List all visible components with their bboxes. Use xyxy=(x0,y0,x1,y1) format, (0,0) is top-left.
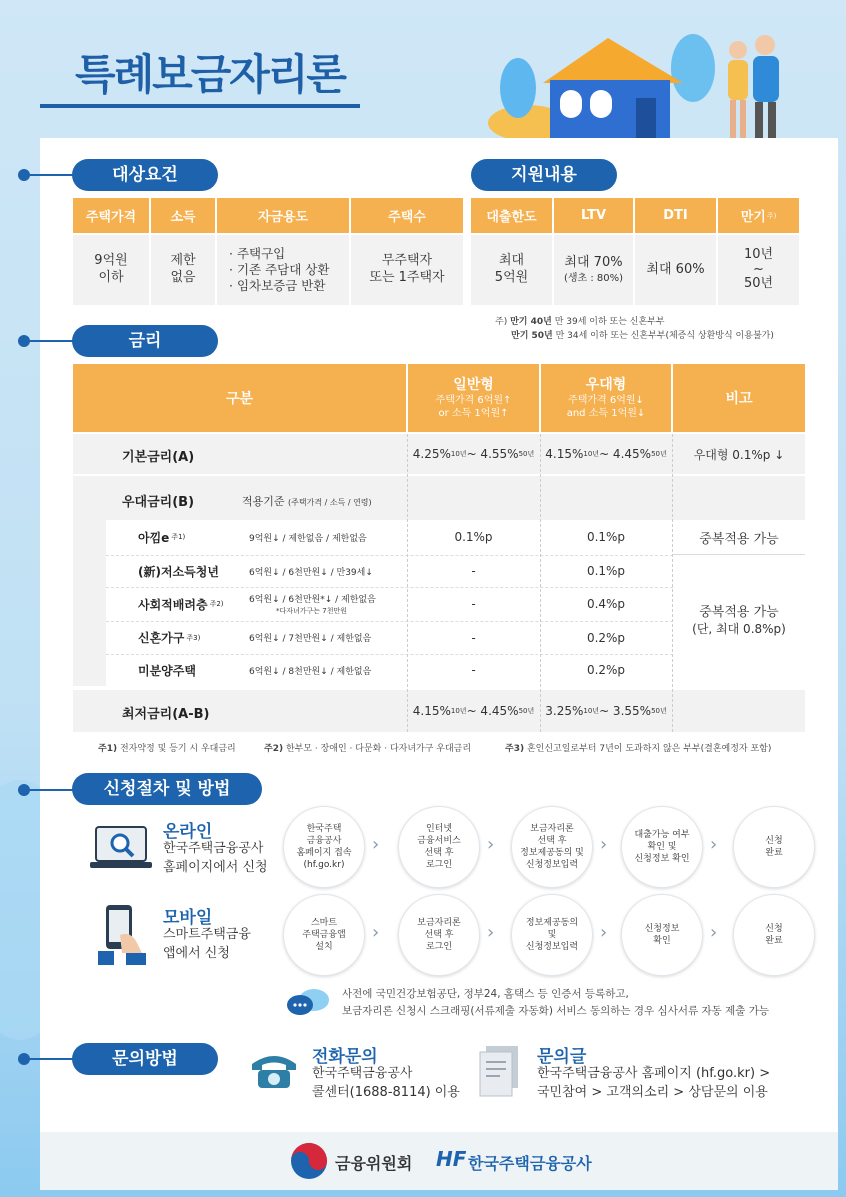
eligibility-income: 제한 없음 xyxy=(151,235,215,305)
support-maturity: 10년 ~ 50년 xyxy=(718,235,799,305)
discount-row-criteria: 9억원↓ / 제한없음 / 제한없음 xyxy=(249,533,367,544)
discount-row-criteria: 6억원↓ / 6천만원↓ / 만39세↓ xyxy=(249,567,373,578)
title-underline xyxy=(40,104,360,108)
support-header-limit: 대출한도 xyxy=(471,198,552,233)
process-step: 스마트 주택금융앱 설치 xyxy=(283,894,365,976)
discount-row-name: 아낌e 주1) xyxy=(138,530,186,545)
section-connector xyxy=(24,1058,76,1060)
col-divider xyxy=(540,434,541,732)
base-rate-label: 기본금리(A) xyxy=(122,450,195,465)
discount-row-name: (新)저소득청년 xyxy=(138,564,219,579)
support-header-ltv: LTV xyxy=(554,198,633,233)
apply-note: 사전에 국민건강보험공단, 정부24, 홈택스 등 인증서 등록하고, 보금자리론 신청시 스크래핑(서류제출 자동화) 서비스 동의하는 경우 심사서류 자동 제출 가능 xyxy=(342,988,770,1017)
section-connector xyxy=(24,789,76,791)
house-couple-illustration xyxy=(488,28,818,143)
min-rate-label: 최저금리(A-B) xyxy=(122,707,210,722)
min-rate-preferential: 3.25% 10년 ~ 3.55% 50년 xyxy=(545,704,667,718)
remark-duplicate-1: 중복적용 가능 xyxy=(699,531,779,547)
discount-row-preferential: 0.4%p xyxy=(586,597,626,611)
footnote-3: 주3) 혼인신고일로부터 7년이 도과하지 않은 부부(결혼예정자 포함) xyxy=(505,744,772,754)
chevron-right-icon: › xyxy=(600,922,608,943)
chevron-right-icon: › xyxy=(487,922,495,943)
section-connector xyxy=(24,174,76,176)
footnote-2: 주2) 한부모 · 장애인 · 다문화 · 다자녀가구 우대금리 xyxy=(264,744,472,754)
process-step: 보금자리론 선택 후 정보제공동의 및 신청정보입력 xyxy=(511,806,593,888)
eligibility-header-income: 소득 xyxy=(151,198,215,233)
discount-row-criteria: 6억원↓ / 7천만원↓ / 제한없음 xyxy=(249,634,372,644)
fsc-emblem-icon xyxy=(290,1142,328,1180)
remark-duplicate-2: 중복적용 가능 (단, 최대 0.8%p) xyxy=(692,604,786,637)
discount-row-general: 0.1%p xyxy=(454,530,493,544)
rates-header-remark: 비고 xyxy=(673,364,805,432)
discount-row-general: - xyxy=(471,630,476,645)
rates-header-general: 일반형 주택가격 6억원↑ or 소득 1억원↑ xyxy=(408,364,539,432)
base-rate-general: 4.25% 10년 ~ 4.55% 50년 xyxy=(412,447,535,461)
process-step: 신청정보 확인 xyxy=(621,894,703,976)
online-title: 온라인 xyxy=(163,822,213,842)
chevron-right-icon: › xyxy=(710,922,718,943)
fsc-name: 금융위원회 xyxy=(335,1154,413,1173)
discount-rate-label: 우대금리(B) xyxy=(122,495,195,510)
base-rate-remark: 우대형 0.1%p ↓ xyxy=(693,447,785,462)
contact-label: 문의방법 xyxy=(72,1043,218,1075)
web-desc: 한국주택금융공사 홈페이지 (hf.go.kr) > 국민참여 > 고객의소리 > 상담문의 이용 xyxy=(537,1066,771,1100)
phone-title: 전화문의 xyxy=(312,1047,378,1067)
discount-row-general: - xyxy=(471,663,476,677)
process-step: 대출가능 여부 확인 및 신청정보 확인 xyxy=(621,806,703,888)
support-label: 지원내용 xyxy=(471,159,617,191)
min-rate-general: 4.15% 10년 ~ 4.45% 50년 xyxy=(412,704,535,718)
mobile-title: 모바일 xyxy=(163,908,213,928)
eligibility-header-houses: 주택수 xyxy=(351,198,463,233)
mobile-desc: 스마트주택금융 앱에서 신청 xyxy=(163,927,251,961)
rates-header-category: 구분 xyxy=(73,364,406,432)
criteria-footnote: *다자녀가구는 7천만원 xyxy=(276,607,348,615)
col-divider xyxy=(672,434,673,732)
hf-logo-mark: HF xyxy=(436,1147,467,1171)
eligibility-price: 9억원 이하 xyxy=(73,235,149,305)
discount-row-preferential: 0.1%p xyxy=(586,564,626,578)
eligibility-header-use: 자금용도 xyxy=(217,198,349,233)
row-divider xyxy=(106,621,673,622)
footnote-1: 주1) 전자약정 및 등기 시 우대금리 xyxy=(98,744,236,754)
discount-row-name: 신혼가구 주3) xyxy=(138,631,201,645)
process-step: 신청 완료 xyxy=(733,894,815,976)
chevron-right-icon: › xyxy=(487,834,495,855)
chevron-right-icon: › xyxy=(372,922,380,943)
support-limit: 최대 5억원 xyxy=(471,235,552,305)
support-header-dti: DTI xyxy=(635,198,716,233)
smartphone-hand-icon xyxy=(98,905,146,965)
eligibility-uses: · 주택구입 · 기존 주담대 상환 · 임차보증금 반환 xyxy=(217,235,349,305)
col-divider xyxy=(407,434,408,732)
rates-header-preferential: 우대형 주택가격 6억원↓ and 소득 1억원↓ xyxy=(541,364,671,432)
chevron-right-icon: › xyxy=(372,834,380,855)
process-step: 정보제공동의 및 신청정보입력 xyxy=(511,894,593,976)
apply-label: 신청절차 및 방법 xyxy=(72,773,262,805)
row-divider xyxy=(106,555,673,556)
page-title: 특례보금자리론 xyxy=(75,50,346,99)
laptop-search-icon xyxy=(90,825,152,871)
process-step: 보금자리론 선택 후 로그인 xyxy=(398,894,480,976)
chevron-right-icon: › xyxy=(710,834,718,855)
support-dti: 최대 60% xyxy=(635,235,716,305)
discount-row-criteria: 6억원↓ / 8천만원↓ / 제한없음 xyxy=(249,666,372,677)
eligibility-label: 대상요건 xyxy=(72,159,218,191)
speech-bubble-icon xyxy=(286,988,330,1018)
row-divider xyxy=(106,587,673,588)
document-icon xyxy=(478,1046,524,1098)
discount-row-general: - xyxy=(471,597,476,611)
chevron-right-icon: › xyxy=(600,834,608,855)
discount-row-preferential: 0.2%p xyxy=(586,630,626,645)
web-title: 문의글 xyxy=(537,1047,587,1067)
support-note-1: 주) 만기 40년 만 39세 이하 또는 신혼부부 xyxy=(495,317,665,327)
support-note-2: 만기 50년 만 34세 이하 또는 신혼부부(체증식 상환방식 이용불가) xyxy=(511,331,774,341)
process-step: 신청 완료 xyxy=(733,806,815,888)
phone-desc: 한국주택금융공사 콜센터(1688-8114) 이용 xyxy=(312,1066,460,1100)
base-rate-preferential: 4.15% 10년 ~ 4.45% 50년 xyxy=(545,447,667,461)
row-divider xyxy=(106,654,673,655)
discount-row-criteria: 6억원↓ / 6천만원*↓ / 제한없음 xyxy=(249,594,376,605)
hf-name: 한국주택금융공사 xyxy=(468,1154,592,1173)
discount-row-preferential: 0.1%p xyxy=(586,530,626,544)
discount-row-name: 사회적배려층 주2) xyxy=(138,597,224,612)
support-header-maturity: 만기 주) xyxy=(718,198,799,233)
eligibility-header-price: 주택가격 xyxy=(73,198,149,233)
discount-row-general: - xyxy=(471,564,476,578)
process-step: 한국주택 금융공사 홈페이지 접속 (hf.go.kr) xyxy=(283,806,365,888)
online-desc: 한국주택금융공사 홈페이지에서 신청 xyxy=(163,841,268,875)
criteria-label: 적용기준 (주택가격 / 소득 / 연령) xyxy=(242,495,372,508)
section-connector xyxy=(24,340,76,342)
discount-row-preferential: 0.2%p xyxy=(586,663,626,677)
support-ltv: 최대 70% (생초 : 80%) xyxy=(554,235,633,305)
rates-label: 금리 xyxy=(72,325,218,357)
eligibility-houses: 무주택자 또는 1주택자 xyxy=(351,235,463,305)
process-step: 인터넷 금융서비스 선택 후 로그인 xyxy=(398,806,480,888)
telephone-icon xyxy=(248,1050,300,1090)
discount-row-name: 미분양주택 xyxy=(138,663,196,678)
